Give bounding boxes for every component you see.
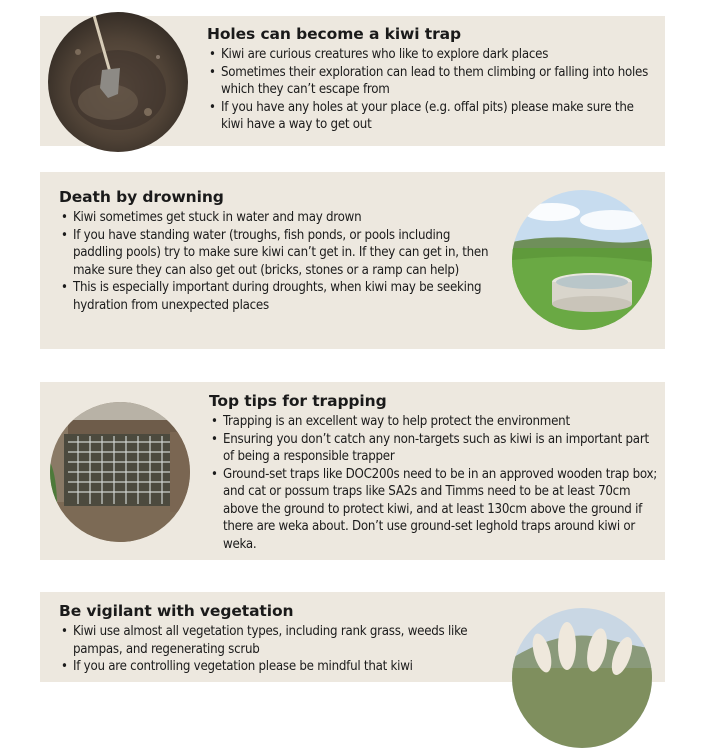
- bullet-list: [59, 209, 499, 314]
- list-item: • If you are controlling vegetation please be mindful that kiwi: [73, 658, 509, 676]
- water-trough-in-paddock-photo: [512, 190, 652, 330]
- hole-with-shovel-photo: [48, 12, 188, 152]
- bullet-list: [207, 46, 657, 134]
- bullet-list: [59, 623, 509, 676]
- card-title: Top tips for trapping: [209, 392, 387, 410]
- list-item: • Ensuring you don’t catch any non-targets such as kiwi is an important part of being a responsible trapper: [223, 431, 659, 466]
- list-item: • If you have any holes at your place (e.g. offal pits) please make sure the kiwi have a way to get out: [221, 99, 657, 134]
- list-item: • Sometimes their exploration can lead to them climbing or falling into holes which they can’t escape from: [221, 64, 657, 99]
- card-vegetation: [40, 592, 665, 682]
- list-item: • Kiwi are curious creatures who like to explore dark places: [221, 46, 657, 64]
- bullet-list: [209, 413, 659, 553]
- pampas-grass-photo: [512, 608, 652, 748]
- card-title: Death by drowning: [59, 188, 224, 206]
- card-drowning: [40, 172, 665, 349]
- list-item: • Kiwi use almost all vegetation types, including rank grass, weeds like pampas, and regenerating scrub: [73, 623, 509, 658]
- card-title: Be vigilant with vegetation: [59, 602, 294, 620]
- wooden-trap-box-photo: [50, 402, 190, 542]
- list-item: • Trapping is an excellent way to help protect the environment: [223, 413, 659, 431]
- card-holes: [40, 16, 665, 146]
- list-item: • This is especially important during droughts, when kiwi may be seeking hydration from unexpected places: [73, 279, 499, 314]
- list-item: • If you have standing water (troughs, fish ponds, or pools including paddling pools) try to make sure kiwi can’t get in. If they can get in, then make sure they can also get out (bricks, stones or a ramp can help): [73, 227, 499, 280]
- list-item: • Ground-set traps like DOC200s need to be in an approved wooden trap box; and cat or possum traps like SA2s and Timms need to be at least 70cm above the ground to protect kiwi, and at least 130cm above the ground if there are weka about. Don’t use ground-set leghold traps around kiwi or weka.: [223, 466, 659, 554]
- card-title: Holes can become a kiwi trap: [207, 25, 461, 43]
- card-trapping: [40, 382, 665, 560]
- list-item: • Kiwi sometimes get stuck in water and may drown: [73, 209, 499, 227]
